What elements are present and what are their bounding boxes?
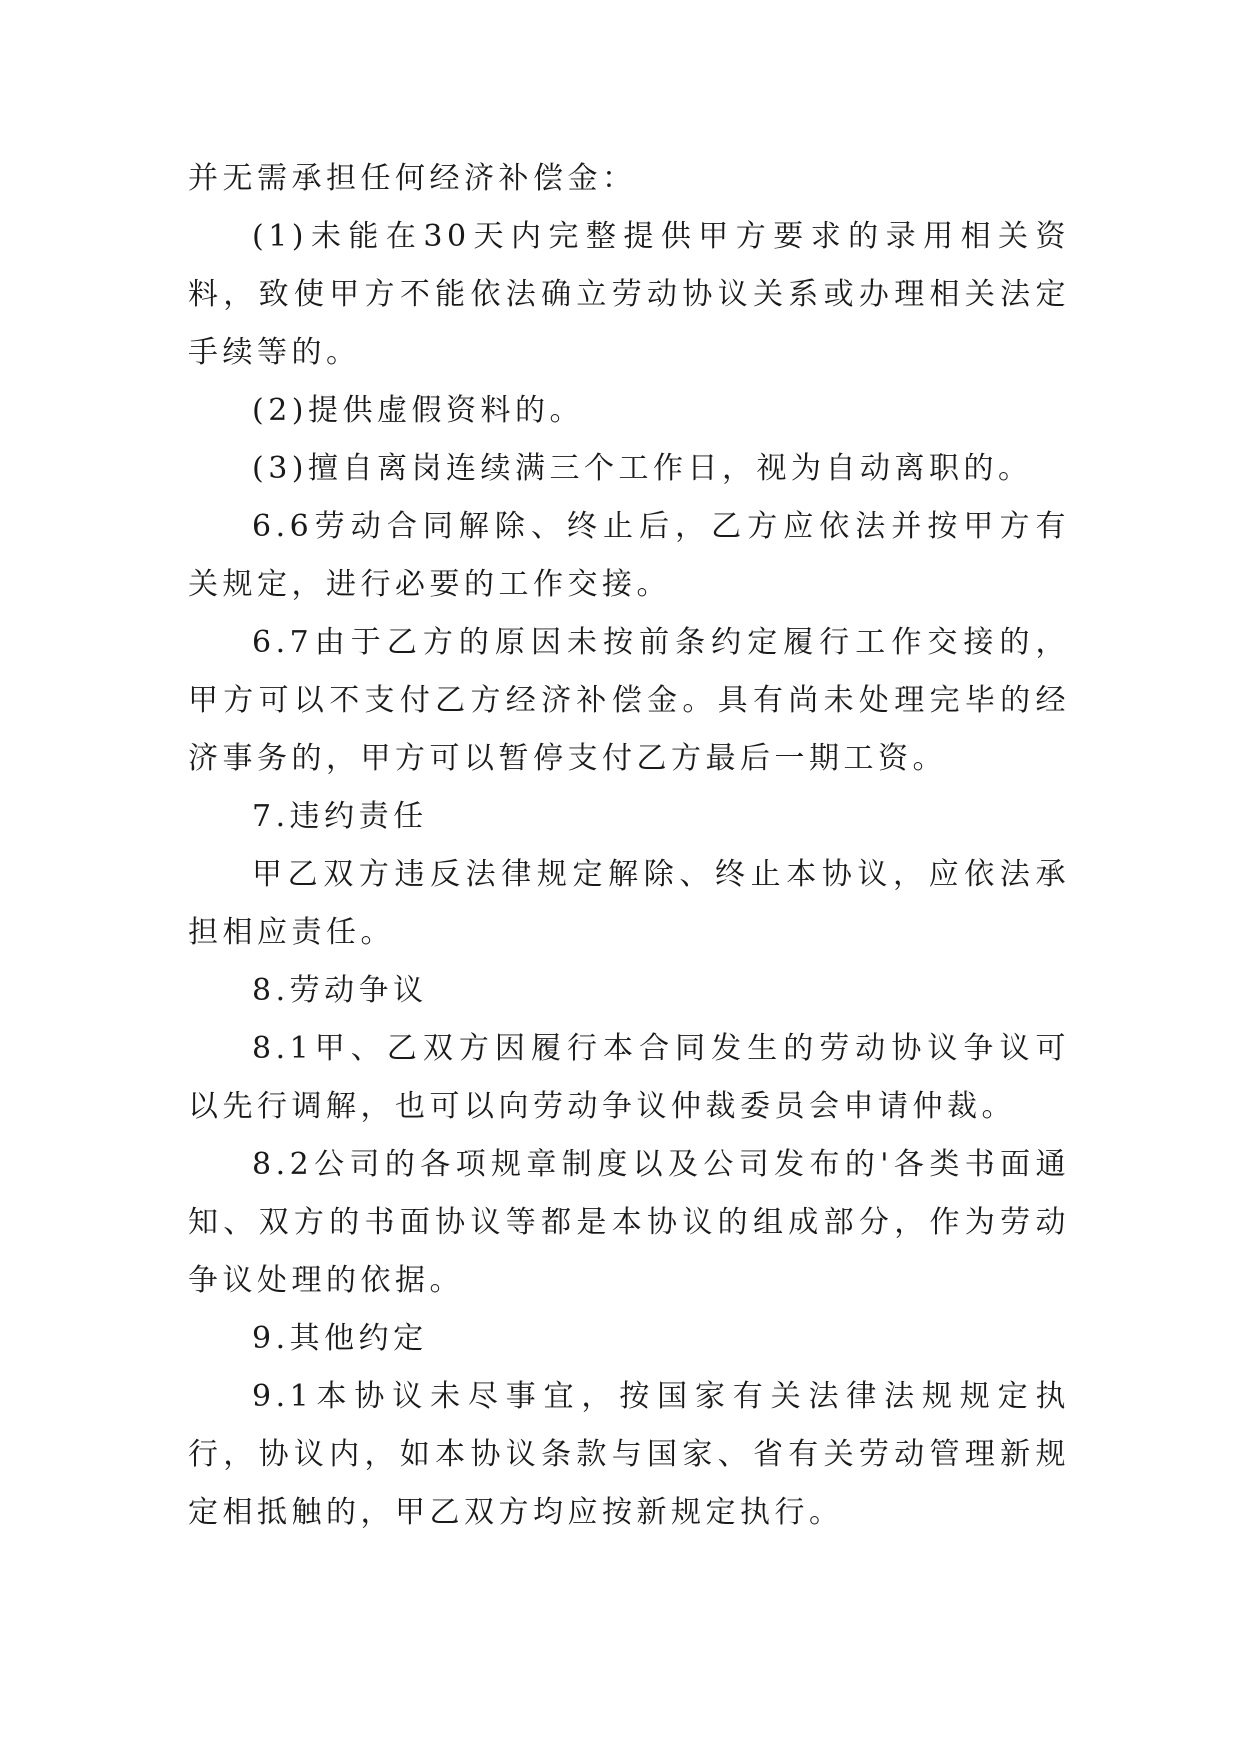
paragraph: 并无需承担任何经济补偿金：: [188, 161, 637, 196]
paragraph: 8.1甲、乙双方因履行本合同发生的劳动协议争议可以先行调解，也可以向劳动争议仲裁委员会申请仲裁。: [188, 1031, 1070, 1124]
paragraph: 8.2公司的各项规章制度以及公司发布的'各类书面通知、双方的书面协议等都是本协议的组成部分，作为劳动争议处理的依据。: [188, 1147, 1070, 1298]
section-heading: 9.其他约定: [252, 1321, 428, 1356]
paragraph: (2)提供虚假资料的。: [252, 393, 584, 428]
paragraph: 6.7由于乙方的原因未按前条约定履行工作交接的，甲方可以不支付乙方经济补偿金。具有尚未处理完毕的经济事务的，甲方可以暂停支付乙方最后一期工资。: [188, 625, 1070, 776]
section-heading: 8.劳动争议: [252, 973, 428, 1008]
paragraph: 甲乙双方违反法律规定解除、终止本协议，应依法承担相应责任。: [188, 857, 1070, 950]
document-page: [188, 150, 1070, 1542]
paragraph: 9.1本协议未尽事宜，按国家有关法律法规规定执行，协议内，如本协议条款与国家、省有关劳动管理新规定相抵触的，甲乙双方均应按新规定执行。: [188, 1379, 1070, 1530]
paragraph: (3)擅自离岗连续满三个工作日，视为自动离职的。: [252, 451, 1033, 486]
section-heading: 7.违约责任: [252, 799, 428, 834]
paragraph: 6.6劳动合同解除、终止后，乙方应依法并按甲方有关规定，进行必要的工作交接。: [188, 509, 1070, 602]
paragraph: (1)未能在30天内完整提供甲方要求的录用相关资料，致使甲方不能依法确立劳动协议关系或办理相关法定手续等的。: [188, 219, 1070, 370]
